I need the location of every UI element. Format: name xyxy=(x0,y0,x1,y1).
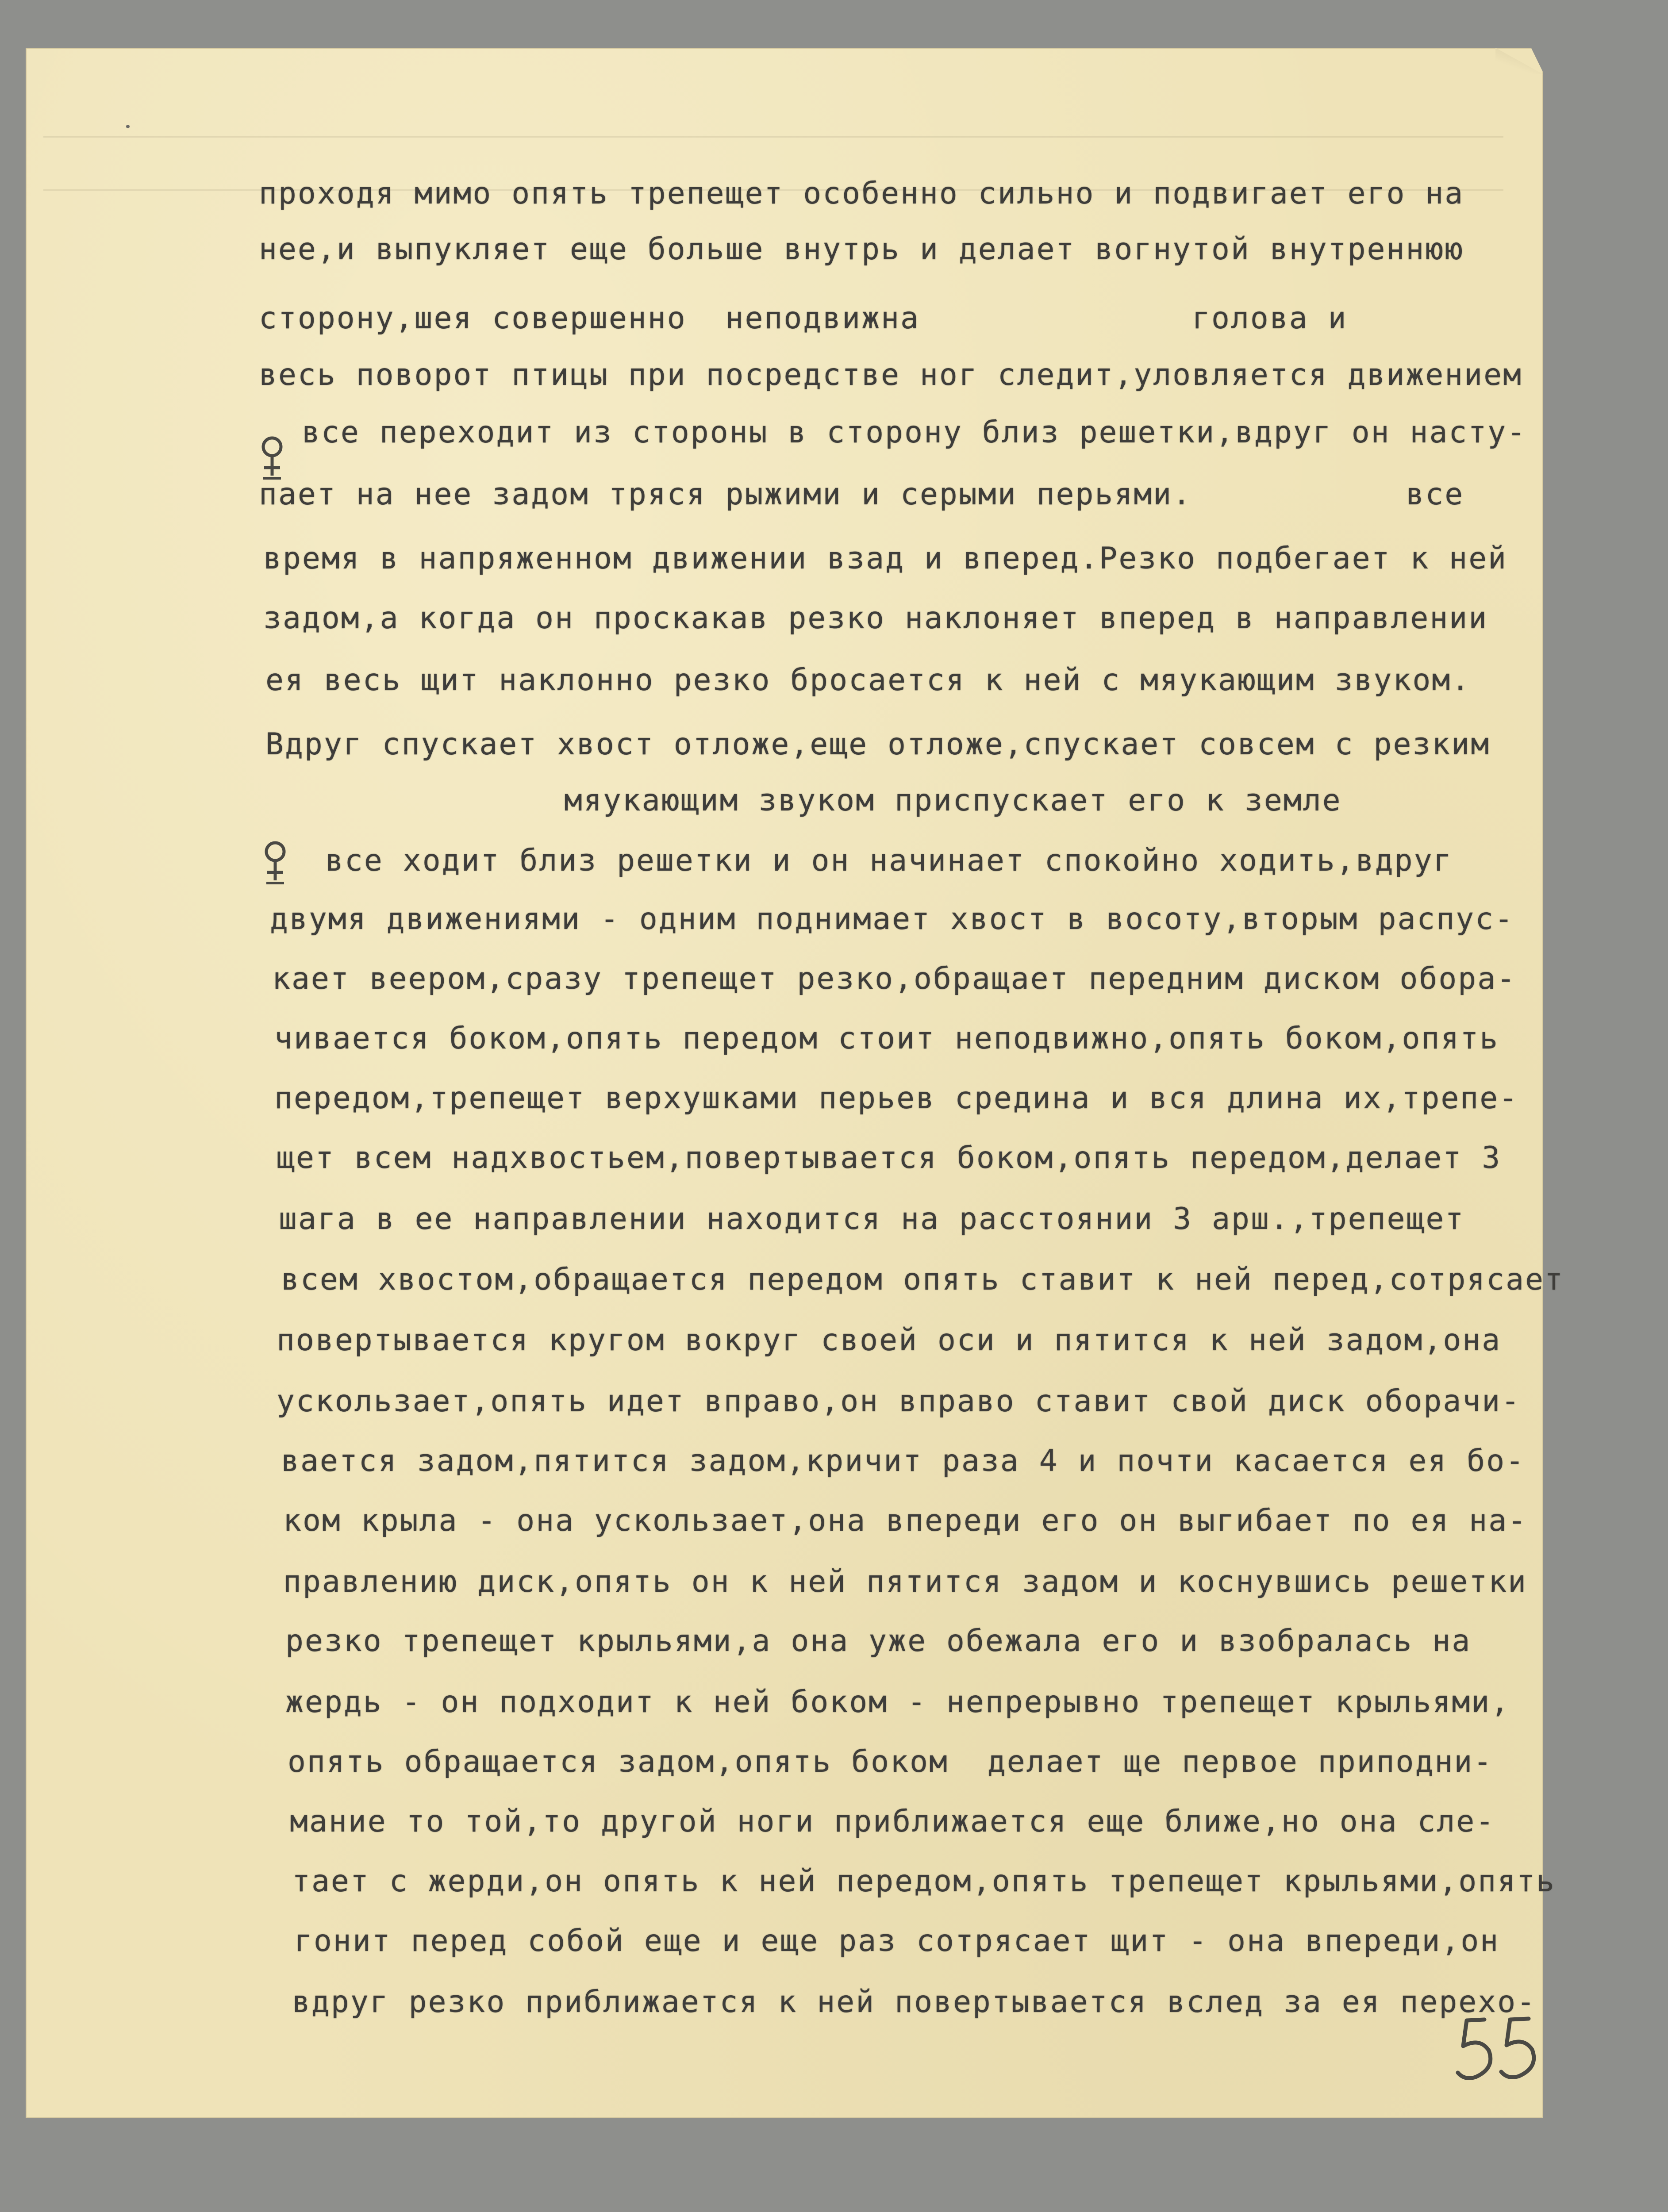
text-line: гонит перед собой еще и еще раз сотрясает щит - она впереди,он xyxy=(294,1924,1500,1959)
page-number xyxy=(1453,2011,1551,2086)
text-line: щет всем надхвостьем,повертывается боком,опять передом,делает 3 xyxy=(277,1141,1502,1175)
text-line: задом,а когда он проскакав резко наклоняет вперед в направлении xyxy=(263,601,1488,636)
female-symbol-icon xyxy=(262,836,288,889)
text-line: повертывается кругом вокруг своей оси и пятится к ней задом,она xyxy=(277,1323,1502,1358)
text-line: все переходит из стороны в сторону близ решетки,вдруг он насту- xyxy=(302,415,1527,450)
text-line: двумя движениями - одним поднимает хвост в восоту,вторым распус- xyxy=(270,902,1514,937)
text-line: нее,и выпукляет еще больше внутрь и делает вогнутой внутреннюю xyxy=(259,232,1464,267)
text-line: мяукающим звуком приспускает его к земле xyxy=(564,783,1342,818)
text-line: сторону,шея совершенно неподвижна голова и xyxy=(259,301,1348,336)
text-line: мание то той,то другой ноги приближается еще ближе,но она сле- xyxy=(290,1804,1495,1839)
text-line: чивается боком,опять передом стоит неподвижно,опять боком,опять xyxy=(274,1021,1499,1056)
text-line: все ходит близ решетки и он начинает спокойно ходить,вдруг xyxy=(325,843,1453,878)
bleed-through-line xyxy=(43,136,1503,138)
text-line: ея весь щит наклонно резко бросается к ней с мяукающим звуком. xyxy=(265,663,1471,698)
text-line: правлению диск,опять он к ней пятится задом и коснувшись решетки xyxy=(283,1564,1528,1599)
text-line: резко трепещет крыльями,а она уже обежала его и взобралась на xyxy=(285,1624,1472,1659)
text-line: вается задом,пятится задом,кричит раза 4 и почти касается ея бо- xyxy=(281,1444,1526,1479)
text-line: проходя мимо опять трепещет особенно сильно и подвигает его на xyxy=(259,176,1464,211)
female-symbol-icon xyxy=(259,431,285,484)
ink-speck xyxy=(126,125,130,128)
text-line: жердь - он подходит к ней боком - непрерывно трепещет крыльями, xyxy=(285,1685,1510,1720)
text-line: тает с жерди,он опять к ней передом,опять трепещет крыльями,опять xyxy=(292,1864,1556,1899)
text-line: время в напряженном движении взад и вперед.Резко подбегает к ней xyxy=(263,541,1508,576)
text-line: Вдруг спускает хвост отложе,еще отложе,спускает совсем с резким xyxy=(265,727,1491,762)
text-line: вдруг резко приближается к ней повертывается вслед за ея перехо- xyxy=(292,1985,1537,2020)
text-line: шага в ее направлении находится на расстоянии 3 арш.,трепещет xyxy=(279,1202,1465,1237)
text-line: всем хвостом,обращается передом опять ставит к ней перед,сотрясает xyxy=(281,1262,1564,1297)
text-line: пает на нее задом тряся рыжими и серыми перьями. все xyxy=(259,477,1464,512)
text-line: весь поворот птицы при посредстве ног следит,уловляется движением xyxy=(259,357,1523,392)
text-line: ускользает,опять идет вправо,он вправо ставит свой диск оборачи- xyxy=(277,1384,1521,1419)
text-line: опять обращается задом,опять боком делает ще первое приподни- xyxy=(288,1744,1493,1779)
text-line: передом,трепещет верхушками перьев средина и вся длина их,трепе- xyxy=(274,1081,1519,1116)
text-line: кает веером,сразу трепещет резко,обращает передним диском обора- xyxy=(272,961,1517,996)
text-line: ком крыла - она ускользает,она впереди его он выгибает по ея на- xyxy=(283,1503,1528,1538)
